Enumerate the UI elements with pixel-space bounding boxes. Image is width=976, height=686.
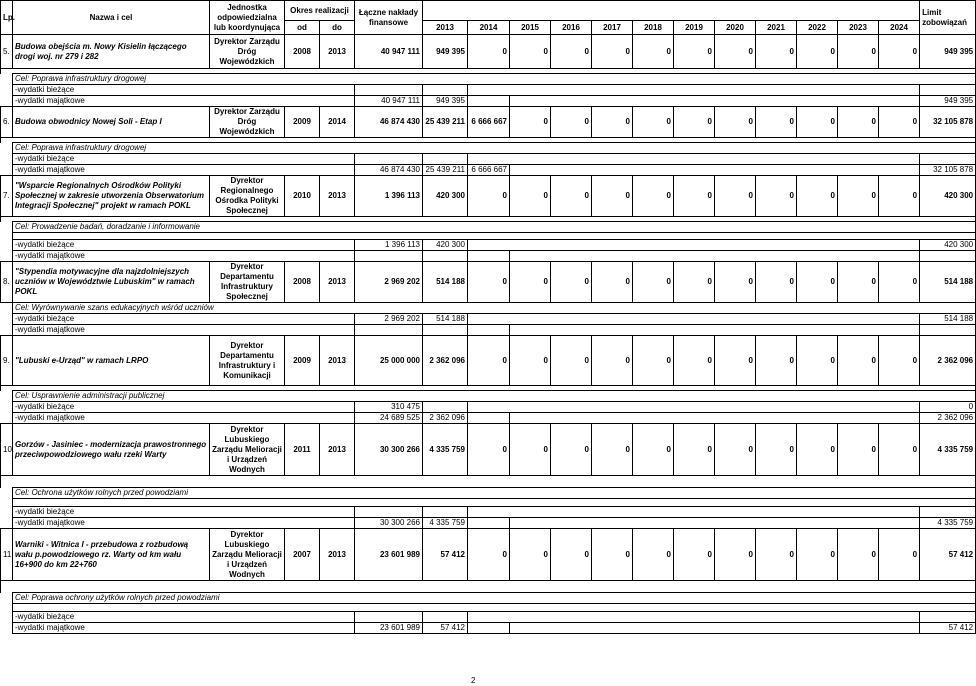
current-expense-label: -wydatki bieżące — [13, 314, 355, 325]
header-year: 2014 — [468, 21, 510, 35]
header-year: 2022 — [797, 21, 838, 35]
project-year-value: 4 335 759 — [423, 424, 468, 476]
header-year: 2020 — [715, 21, 756, 35]
project-to: 2013 — [320, 529, 355, 581]
project-year-value: 0 — [592, 176, 633, 217]
current-2013 — [423, 154, 468, 165]
current-limit — [920, 85, 976, 96]
capital-expense-label: -wydatki majątkowe — [13, 518, 355, 529]
project-unit: Dyrektor Lubuskiego Zarządu Melioracji i Urządzeń Wodnych — [210, 529, 285, 581]
project-year-value: 0 — [468, 424, 510, 476]
project-year-value: 0 — [510, 424, 551, 476]
project-year-value: 0 — [551, 107, 592, 138]
header-year: 2015 — [510, 21, 551, 35]
project-lp: 6. — [1, 107, 13, 138]
capital-limit — [920, 325, 976, 336]
goal-row — [1, 303, 976, 314]
project-year-value: 0 — [674, 529, 715, 581]
project-year-value: 0 — [756, 176, 797, 217]
project-year-value: 0 — [633, 35, 674, 69]
project-row — [1, 336, 976, 386]
project-year-value: 0 — [715, 529, 756, 581]
capital-2014 — [468, 96, 510, 107]
project-unit: Dyrektor Regionalnego Ośrodka Polityki Społecznej — [210, 176, 285, 217]
project-year-value: 0 — [879, 262, 920, 303]
header-unit: Jednostka odpowiedzialna lub koordynująca — [210, 1, 285, 35]
project-year-value: 0 — [551, 336, 592, 386]
current-total — [355, 85, 423, 96]
project-goal: Cel: Poprawa infrastruktury drogowej — [13, 143, 976, 154]
capital-expense-row — [1, 623, 976, 634]
current-2013 — [423, 507, 468, 518]
goal-row — [1, 593, 976, 604]
project-year-value: 0 — [551, 35, 592, 69]
project-year-value: 949 395 — [423, 35, 468, 69]
current-2013: 420 300 — [423, 240, 468, 251]
header-years-band — [423, 1, 920, 21]
goal-row — [1, 391, 976, 402]
project-total: 40 947 111 — [355, 35, 423, 69]
project-from: 2009 — [285, 336, 320, 386]
capital-expense-row — [1, 325, 976, 336]
spacer-row — [1, 604, 976, 612]
header-name: Nazwa i cel — [13, 1, 210, 35]
project-year-value: 0 — [879, 336, 920, 386]
project-year-value: 0 — [510, 529, 551, 581]
project-to: 2013 — [320, 424, 355, 476]
current-expense-row — [1, 154, 976, 165]
capital-expense-label: -wydatki majątkowe — [13, 96, 355, 107]
project-lp: 8. — [1, 262, 13, 303]
project-year-value: 0 — [551, 424, 592, 476]
current-limit: 0 — [920, 402, 976, 413]
header-year: 2016 — [551, 21, 592, 35]
capital-total: 30 300 266 — [355, 518, 423, 529]
header-total: Łączne nakłady finansowe — [355, 1, 423, 35]
project-year-value: 0 — [674, 35, 715, 69]
project-to: 2013 — [320, 336, 355, 386]
project-year-value: 0 — [797, 35, 838, 69]
capital-limit: 2 362 096 — [920, 413, 976, 424]
project-year-value: 0 — [674, 262, 715, 303]
project-year-value: 0 — [468, 35, 510, 69]
project-year-value: 0 — [510, 176, 551, 217]
project-goal: Cel: Ochrona użytków rolnych przed powodziami — [13, 488, 976, 499]
capital-expense-row — [1, 251, 976, 262]
spacer-row — [1, 581, 976, 593]
header-to: do — [320, 21, 355, 35]
current-2013 — [423, 612, 468, 623]
project-year-value: 0 — [756, 262, 797, 303]
project-year-value: 0 — [592, 107, 633, 138]
capital-2013: 2 362 096 — [423, 413, 468, 424]
header-year: 2018 — [633, 21, 674, 35]
project-to: 2013 — [320, 35, 355, 69]
header-lp: Lp. — [1, 1, 13, 35]
project-year-value: 0 — [551, 176, 592, 217]
project-year-value: 0 — [674, 424, 715, 476]
capital-total — [355, 325, 423, 336]
current-expense-row — [1, 507, 976, 518]
spacer-row — [1, 233, 976, 240]
project-row — [1, 35, 976, 69]
project-year-value: 0 — [633, 529, 674, 581]
page-number: 2 — [471, 676, 476, 685]
project-unit: Dyrektor Zarządu Dróg Wojewódzkich — [210, 107, 285, 138]
current-total: 1 396 113 — [355, 240, 423, 251]
project-limit: 949 395 — [920, 35, 976, 69]
current-2013 — [423, 402, 468, 413]
capital-2014 — [468, 413, 510, 424]
project-total: 30 300 266 — [355, 424, 423, 476]
capital-expense-row — [1, 165, 976, 176]
project-total: 46 874 430 — [355, 107, 423, 138]
project-lp: 9. — [1, 336, 13, 386]
current-expense-row — [1, 612, 976, 623]
goal-row — [1, 74, 976, 85]
project-from: 2010 — [285, 176, 320, 217]
project-year-value: 0 — [797, 176, 838, 217]
project-total: 25 000 000 — [355, 336, 423, 386]
project-name: Budowa obwodnicy Nowej Soli - Etap I — [13, 107, 210, 138]
project-year-value: 0 — [756, 35, 797, 69]
project-lp: 11. — [1, 529, 13, 581]
goal-row — [1, 143, 976, 154]
project-name: Warniki - Witnica I - przebudowa z rozbudową wału p.powodziowego rz. Warty od km wału 16+900 do km 22+760 — [13, 529, 210, 581]
current-expense-row — [1, 314, 976, 325]
project-year-value: 0 — [838, 35, 879, 69]
project-name: "Stypendia motywacyjne dla najzdolniejszych uczniów w Województwie Lubuskim" w ramach POKL — [13, 262, 210, 303]
project-limit: 32 105 878 — [920, 107, 976, 138]
capital-2014 — [468, 325, 510, 336]
project-lp: 7. — [1, 176, 13, 217]
project-name: "Wsparcie Regionalnych Ośrodków Polityki Społecznej w zakresie utworzenia Obserwatorium Integracji Społecznej" projekt w ramach POKL — [13, 176, 210, 217]
project-year-value: 0 — [510, 336, 551, 386]
project-year-value: 0 — [715, 35, 756, 69]
project-year-value: 0 — [715, 107, 756, 138]
capital-limit: 57 412 — [920, 623, 976, 634]
project-year-value: 0 — [838, 176, 879, 217]
header-year: 2021 — [756, 21, 797, 35]
project-year-value: 0 — [551, 262, 592, 303]
project-goal: Cel: Usprawnienie administracji publicznej — [13, 391, 976, 402]
current-limit: 420 300 — [920, 240, 976, 251]
project-year-value: 0 — [633, 262, 674, 303]
project-goal: Cel: Poprawa ochrony użytków rolnych przed powodziami — [13, 593, 976, 604]
project-from: 2009 — [285, 107, 320, 138]
project-goal: Cel: Wyrównywanie szans edukacyjnych wśród uczniów — [13, 303, 976, 314]
capital-limit — [920, 251, 976, 262]
header-period: Okres realizacji — [285, 1, 355, 21]
project-year-value: 0 — [468, 262, 510, 303]
current-total — [355, 154, 423, 165]
project-year-value: 420 300 — [423, 176, 468, 217]
current-limit — [920, 507, 976, 518]
project-year-value: 0 — [879, 35, 920, 69]
project-row — [1, 107, 976, 138]
header-year: 2017 — [592, 21, 633, 35]
capital-2013: 57 412 — [423, 623, 468, 634]
header-limit: Limit zobowiązań — [920, 1, 976, 35]
project-year-value: 0 — [879, 176, 920, 217]
project-year-value: 0 — [879, 424, 920, 476]
project-year-value: 0 — [674, 336, 715, 386]
project-year-value: 0 — [592, 35, 633, 69]
header-year: 2024 — [879, 21, 920, 35]
project-row — [1, 424, 976, 476]
header-year: 2013 — [423, 21, 468, 35]
project-year-value: 0 — [510, 107, 551, 138]
project-name: "Lubuski e-Urząd" w ramach LRPO — [13, 336, 210, 386]
current-total — [355, 507, 423, 518]
current-expense-row — [1, 240, 976, 251]
project-year-value: 0 — [551, 529, 592, 581]
project-year-value: 0 — [468, 336, 510, 386]
capital-total: 46 874 430 — [355, 165, 423, 176]
project-year-value: 0 — [756, 424, 797, 476]
project-total: 23 601 989 — [355, 529, 423, 581]
capital-limit: 949 395 — [920, 96, 976, 107]
project-year-value: 0 — [633, 107, 674, 138]
project-year-value: 0 — [715, 424, 756, 476]
capital-2014 — [468, 251, 510, 262]
project-row — [1, 529, 976, 581]
project-year-value: 0 — [797, 424, 838, 476]
current-expense-label: -wydatki bieżące — [13, 612, 355, 623]
current-2013: 514 188 — [423, 314, 468, 325]
project-year-value: 0 — [592, 529, 633, 581]
project-year-value: 6 666 667 — [468, 107, 510, 138]
project-goal: Cel: Prowadzenie badań, doradzanie i informowanie — [13, 222, 976, 233]
capital-limit: 32 105 878 — [920, 165, 976, 176]
current-limit: 514 188 — [920, 314, 976, 325]
project-lp: 10. — [1, 424, 13, 476]
capital-expense-label: -wydatki majątkowe — [13, 165, 355, 176]
project-year-value: 57 412 — [423, 529, 468, 581]
project-from: 2008 — [285, 35, 320, 69]
project-year-value: 0 — [510, 262, 551, 303]
current-total: 310 475 — [355, 402, 423, 413]
capital-2014 — [468, 623, 510, 634]
project-unit: Dyrektor Lubuskiego Zarządu Melioracji i Urządzeń Wodnych — [210, 424, 285, 476]
project-year-value: 0 — [633, 176, 674, 217]
project-from: 2007 — [285, 529, 320, 581]
project-year-value: 25 439 211 — [423, 107, 468, 138]
project-year-value: 0 — [468, 176, 510, 217]
project-year-value: 0 — [838, 424, 879, 476]
current-expense-label: -wydatki bieżące — [13, 240, 355, 251]
project-row — [1, 176, 976, 217]
current-total: 2 969 202 — [355, 314, 423, 325]
capital-2014 — [468, 518, 510, 529]
project-to: 2013 — [320, 176, 355, 217]
capital-2013 — [423, 251, 468, 262]
goal-row — [1, 488, 976, 499]
project-year-value: 0 — [797, 336, 838, 386]
capital-2013: 949 395 — [423, 96, 468, 107]
capital-total: 23 601 989 — [355, 623, 423, 634]
current-expense-label: -wydatki bieżące — [13, 85, 355, 96]
capital-expense-label: -wydatki majątkowe — [13, 325, 355, 336]
current-expense-label: -wydatki bieżące — [13, 507, 355, 518]
project-total: 1 396 113 — [355, 176, 423, 217]
project-goal: Cel: Poprawa infrastruktury drogowej — [13, 74, 976, 85]
goal-row — [1, 222, 976, 233]
capital-2013 — [423, 325, 468, 336]
capital-expense-label: -wydatki majątkowe — [13, 251, 355, 262]
current-2013 — [423, 85, 468, 96]
project-year-value: 0 — [468, 529, 510, 581]
current-expense-row — [1, 85, 976, 96]
project-total: 2 969 202 — [355, 262, 423, 303]
project-year-value: 2 362 096 — [423, 336, 468, 386]
project-year-value: 0 — [633, 424, 674, 476]
spacer-row — [1, 499, 976, 507]
project-limit: 2 362 096 — [920, 336, 976, 386]
header-year: 2023 — [838, 21, 879, 35]
project-year-value: 0 — [756, 529, 797, 581]
project-year-value: 0 — [633, 336, 674, 386]
project-unit: Dyrektor Zarządu Dróg Wojewódzkich — [210, 35, 285, 69]
project-year-value: 0 — [797, 107, 838, 138]
project-year-value: 0 — [510, 35, 551, 69]
project-year-value: 0 — [838, 262, 879, 303]
project-name: Budowa obejścia m. Nowy Kisielin łączącego drogi woj. nr 279 i 282 — [13, 35, 210, 69]
project-year-value: 0 — [756, 336, 797, 386]
project-year-value: 0 — [838, 107, 879, 138]
project-year-value: 0 — [674, 176, 715, 217]
capital-2013: 4 335 759 — [423, 518, 468, 529]
header-from: od — [285, 21, 320, 35]
project-year-value: 0 — [838, 529, 879, 581]
header-row — [1, 1, 976, 21]
project-year-value: 0 — [674, 107, 715, 138]
project-year-value: 514 188 — [423, 262, 468, 303]
project-from: 2008 — [285, 262, 320, 303]
project-limit: 4 335 759 — [920, 424, 976, 476]
spacer-row — [1, 476, 976, 488]
project-to: 2014 — [320, 107, 355, 138]
capital-expense-row — [1, 96, 976, 107]
project-year-value: 0 — [715, 176, 756, 217]
current-total — [355, 612, 423, 623]
project-year-value: 0 — [592, 262, 633, 303]
current-expense-label: -wydatki bieżące — [13, 154, 355, 165]
capital-expense-label: -wydatki majątkowe — [13, 413, 355, 424]
project-limit: 420 300 — [920, 176, 976, 217]
project-year-value: 0 — [715, 336, 756, 386]
current-limit — [920, 154, 976, 165]
project-row — [1, 262, 976, 303]
capital-expense-row — [1, 413, 976, 424]
current-expense-row — [1, 402, 976, 413]
project-lp: 5. — [1, 35, 13, 69]
project-year-value: 0 — [756, 107, 797, 138]
project-year-value: 0 — [592, 424, 633, 476]
project-year-value: 0 — [592, 336, 633, 386]
project-limit: 57 412 — [920, 529, 976, 581]
project-limit: 514 188 — [920, 262, 976, 303]
capital-total: 24 689 525 — [355, 413, 423, 424]
capital-2013: 25 439 211 — [423, 165, 468, 176]
project-year-value: 0 — [879, 107, 920, 138]
project-unit: Dyrektor Departamentu Infrastruktury i Komunikacji — [210, 336, 285, 386]
project-to: 2013 — [320, 262, 355, 303]
project-year-value: 0 — [797, 529, 838, 581]
project-year-value: 0 — [838, 336, 879, 386]
project-year-value: 0 — [797, 262, 838, 303]
project-from: 2011 — [285, 424, 320, 476]
capital-expense-label: -wydatki majątkowe — [13, 623, 355, 634]
capital-expense-row — [1, 518, 976, 529]
capital-total: 40 947 111 — [355, 96, 423, 107]
project-year-value: 0 — [715, 262, 756, 303]
capital-2014: 6 666 667 — [468, 165, 510, 176]
current-expense-label: -wydatki bieżące — [13, 402, 355, 413]
header-year: 2019 — [674, 21, 715, 35]
project-year-value: 0 — [879, 529, 920, 581]
current-limit — [920, 612, 976, 623]
project-name: Gorzów - Jasiniec - modernizacja prawostronnego przeciwpowodziowego wału rzeki Warty — [13, 424, 210, 476]
project-unit: Dyrektor Departamentu Infrastruktury Społecznej — [210, 262, 285, 303]
capital-total — [355, 251, 423, 262]
capital-limit: 4 335 759 — [920, 518, 976, 529]
